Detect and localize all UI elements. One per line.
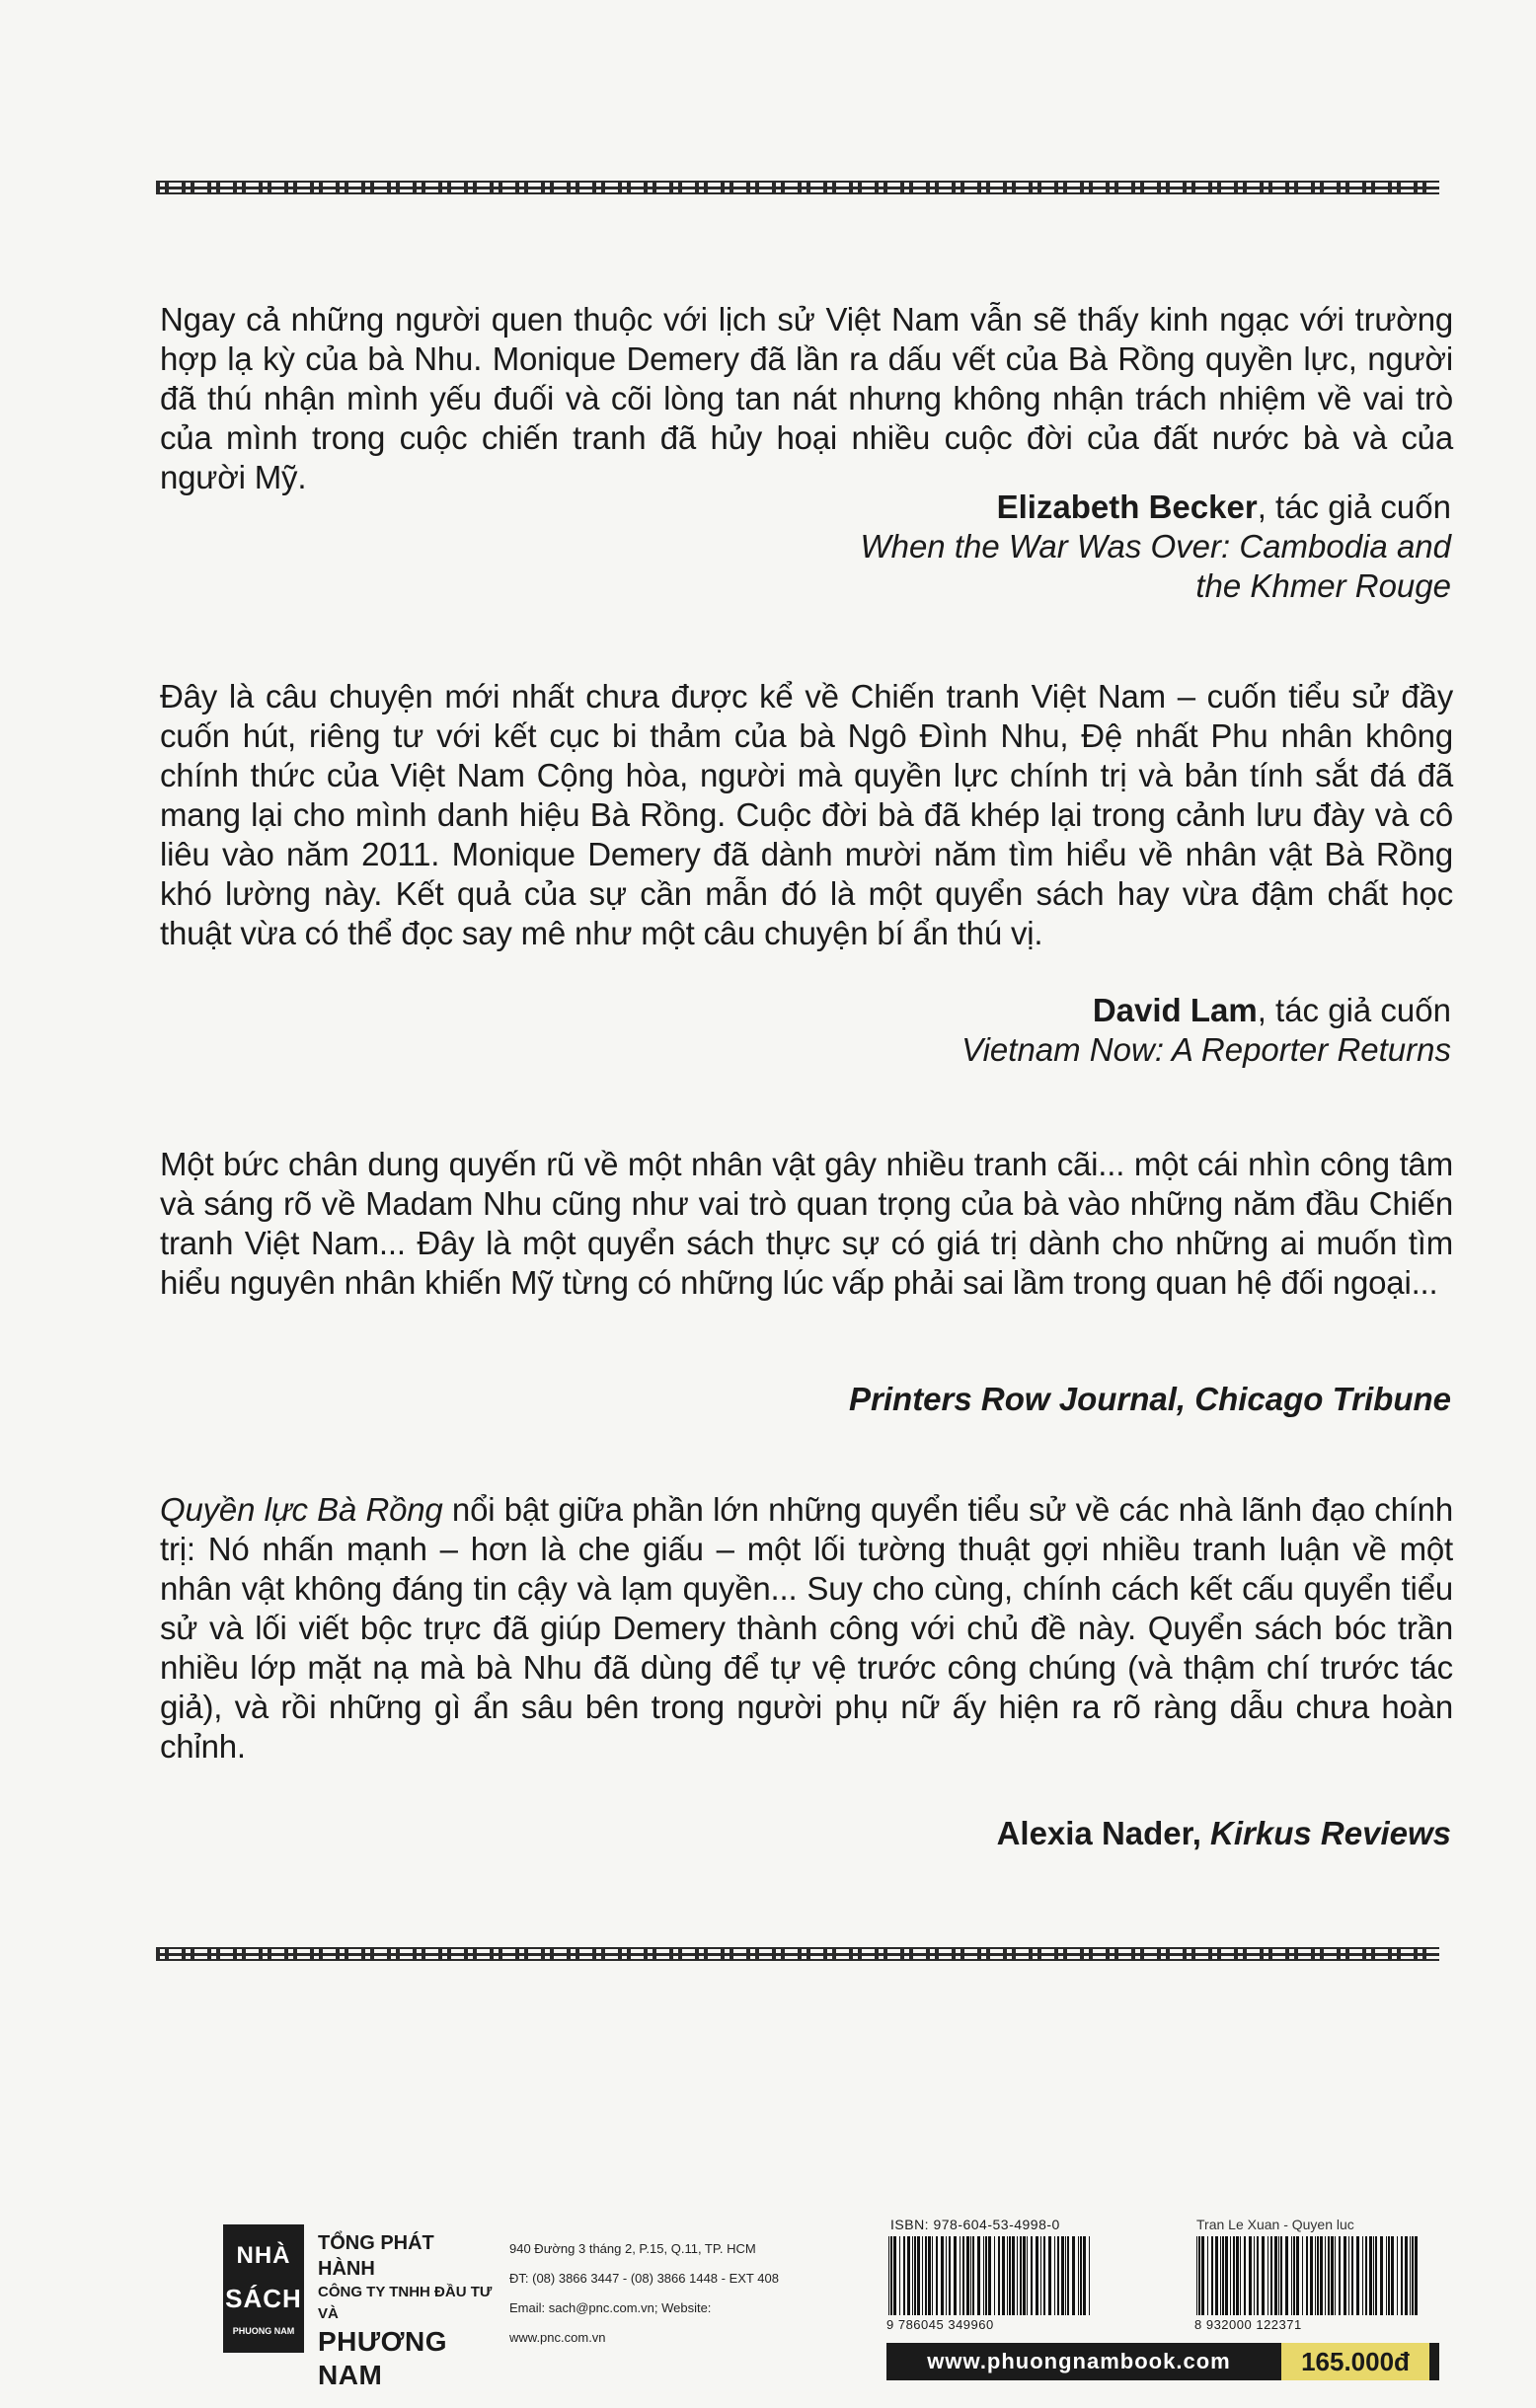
- barcode-bar: [1267, 2236, 1268, 2315]
- reviewer-role: , tác giả cuốn: [1257, 489, 1451, 525]
- barcode-bar: [1362, 2236, 1363, 2315]
- barcode-bar: [998, 2236, 1000, 2315]
- separator: ,: [1191, 1815, 1211, 1851]
- book-title-cont: the Khmer Rouge: [1195, 567, 1451, 604]
- barcode-bar: [1012, 2236, 1015, 2315]
- barcode-bar: [1257, 2236, 1259, 2315]
- barcode-bar: [1061, 2236, 1064, 2315]
- company-name: CÔNG TY TNHH ĐẦU TƯ VÀ: [318, 2284, 493, 2322]
- website-url: www.phuongnambook.com: [927, 2349, 1231, 2373]
- barcode-bar: [1369, 2236, 1372, 2315]
- barcode-bar: [1220, 2236, 1221, 2315]
- website-bar: [886, 2343, 1439, 2380]
- barcode-bar: [1302, 2236, 1303, 2315]
- barcode-bar: [1344, 2236, 1346, 2315]
- barcode-bar: [1017, 2236, 1018, 2315]
- barcode-bar: [1356, 2236, 1359, 2315]
- barcode-bar: [1043, 2236, 1045, 2315]
- review-attribution-2: [563, 991, 1451, 1070]
- barcode-bar: [1249, 2236, 1252, 2315]
- barcode-bar: [1023, 2236, 1026, 2315]
- barcode-bar: [1031, 2236, 1033, 2315]
- barcode-bar: [1036, 2236, 1038, 2315]
- barcode-bar: [1386, 2236, 1387, 2315]
- barcode-bar: [1270, 2236, 1272, 2315]
- barcode-bar: [1078, 2236, 1079, 2315]
- review-attribution-3: [563, 1380, 1451, 1419]
- barcode-bar: [946, 2236, 947, 2315]
- barcode-bar: [1027, 2236, 1028, 2315]
- book-title-inline: Quyền lực Bà Rồng: [160, 1491, 443, 1528]
- barcode-bar: [1002, 2236, 1005, 2315]
- barcode-bar: [1207, 2236, 1208, 2315]
- barcode-bar: [1057, 2236, 1059, 2315]
- barcode-bar: [1233, 2236, 1235, 2315]
- review-body: nổi bật giữa phần lớn những quyển tiểu sử về các nhà lãnh đạo chính trị: Nó nhấn mạnh – hơn là che giấu – một lối tường thuật gợi nhiều tranh luận về một nhân vật không đáng tin cậy và lạm quyền... Suy cho cùng, chính cách kết cấu quyển tiểu sử và lối viết bộc trực đã giúp Demery thành công với chủ đề này. Quyển sách bóc trần nhiều lớp mặt nạ mà bà Nhu đã dùng để tự vệ trước công chúng (và thậm chí trước tác giả), và rồi những gì ẩn sâu bên trong người phụ nữ ấy hiện ra rõ ràng dẫu chưa hoàn chỉnh.: [160, 1491, 1453, 1765]
- barcode-bar: [1315, 2236, 1316, 2315]
- publisher-contact: [509, 2234, 806, 2353]
- barcode-bar: [1048, 2236, 1051, 2315]
- reviewer-name: Alexia Nader: [996, 1815, 1192, 1851]
- distributor-name: [318, 2230, 496, 2392]
- reviewer-name: Elizabeth Becker: [996, 489, 1258, 525]
- reviewer-role: , tác giả cuốn: [1257, 992, 1451, 1028]
- barcode-bar: [1317, 2236, 1319, 2315]
- barcode-bar: [928, 2236, 931, 2315]
- review-text-3: Một bức chân dung quyến rũ về một nhân vật gây nhiều tranh cãi... một cái nhìn công tâm và sáng rõ về Madam Nhu cũng như vai trò quan trọng của bà vào những năm đầu Chiến tranh Việt Nam... Đây là một quyển sách thực sự có giá trị dành cho những ai muốn tìm hiểu nguyên nhân khiến Mỹ từng có những lúc vấp phải sai lầm trong quan hệ đối ngoại...: [160, 1146, 1453, 1301]
- isbn-barcode: [886, 2236, 1094, 2315]
- review-attribution-4: [563, 1814, 1451, 1853]
- barcode-bar: [1335, 2236, 1336, 2315]
- barcode-bar: [1388, 2236, 1390, 2315]
- book-credit: Tran Le Xuan - Quyen luc: [1196, 2217, 1354, 2232]
- barcode-bar: [1365, 2236, 1367, 2315]
- barcode-bar: [1244, 2236, 1246, 2315]
- barcode-bar: [1054, 2236, 1055, 2315]
- price-barcode-digits: 8 932000 122371: [1194, 2317, 1302, 2332]
- barcode-bar: [1230, 2236, 1231, 2315]
- decorative-border-top: [156, 178, 1439, 197]
- barcode-bar: [966, 2236, 969, 2315]
- barcode-bar: [912, 2236, 913, 2315]
- barcode-bar: [1296, 2236, 1299, 2315]
- barcode-bar: [1331, 2236, 1334, 2315]
- barcode-bar: [1401, 2236, 1403, 2315]
- barcode-bar: [890, 2236, 892, 2315]
- barcode-bar: [917, 2236, 920, 2315]
- barcode-bar: [1325, 2236, 1326, 2315]
- barcode-bar: [970, 2236, 971, 2315]
- barcode-bar: [983, 2236, 984, 2315]
- barcode-bar: [1293, 2236, 1295, 2315]
- barcode-bar: [1339, 2236, 1341, 2315]
- barcode-bar: [1375, 2236, 1377, 2315]
- barcode-bar: [1291, 2236, 1292, 2315]
- barcode-bar: [903, 2236, 905, 2315]
- logo-text: NHÀ: [236, 2242, 291, 2269]
- barcode-bar: [1196, 2236, 1197, 2315]
- logo-subtext: PHUONG NAM: [232, 2326, 295, 2336]
- barcode-bar: [1351, 2236, 1353, 2315]
- price-tag: 165.000đ: [1281, 2343, 1429, 2380]
- barcode-bar: [994, 2236, 995, 2315]
- barcode-bar: [914, 2236, 916, 2315]
- review-text-1: Ngay cả những người quen thuộc với lịch sử Việt Nam vẫn sẽ thấy kinh ngạc với trường hợp lạ kỳ của bà Nhu. Monique Demery đã lần ra dấu vết của Bà Rồng quyền lực, người đã thú nhận mình yếu đuối và cõi lòng tan nát nhưng không nhận trách nhiệm về vai trò của mình trong cuộc chiến tranh đã hủy hoại nhiều cuộc đời của đất nước bà và của người Mỹ.: [160, 301, 1453, 495]
- email-website: Email: sach@pnc.com.vn; Website: www.pnc.com.vn: [509, 2300, 712, 2345]
- barcode-bar: [932, 2236, 933, 2315]
- barcode-bar: [1198, 2236, 1200, 2315]
- barcode-bar: [949, 2236, 951, 2315]
- barcode-bar: [1405, 2236, 1408, 2315]
- publisher-footer: [223, 2215, 1437, 2388]
- barcode-bar: [1412, 2236, 1414, 2315]
- review-attribution-1: [563, 488, 1451, 606]
- barcode-bar: [1320, 2236, 1323, 2315]
- barcode-bar: [941, 2236, 944, 2315]
- barcode-bar: [1236, 2236, 1239, 2315]
- barcode-bar: [1310, 2236, 1313, 2315]
- reviewer-name: David Lam: [1092, 992, 1258, 1028]
- barcode-bar: [922, 2236, 923, 2315]
- barcode-bar: [1009, 2236, 1011, 2315]
- barcode-bar: [1067, 2236, 1069, 2315]
- barcode-bar: [962, 2236, 964, 2315]
- barcode-bar: [888, 2236, 889, 2315]
- barcode-bar: [1083, 2236, 1086, 2315]
- barcode-bar: [1348, 2236, 1349, 2315]
- barcode-bar: [1274, 2236, 1277, 2315]
- barcode-bar: [977, 2236, 980, 2315]
- barcode-bar: [1222, 2236, 1224, 2315]
- barcode-bar: [1285, 2236, 1288, 2315]
- barcode-bar: [1020, 2236, 1022, 2315]
- barcode-bar: [1201, 2236, 1204, 2315]
- barcode-bar: [1306, 2236, 1308, 2315]
- barcode-bar: [907, 2236, 910, 2315]
- barcode-bar: [972, 2236, 974, 2315]
- isbn-label: ISBN: 978-604-53-4998-0: [890, 2217, 1060, 2232]
- barcode-bar: [1373, 2236, 1374, 2315]
- barcode-bar: [1262, 2236, 1265, 2315]
- company-brand: PHƯƠNG NAM: [318, 2326, 448, 2390]
- isbn-barcode-digits: 9 786045 349960: [886, 2317, 994, 2332]
- logo-text: SÁCH: [225, 2284, 302, 2313]
- barcode-bar: [1080, 2236, 1082, 2315]
- barcode-bar: [1391, 2236, 1394, 2315]
- book-title: Vietnam Now: A Reporter Returns: [961, 1031, 1451, 1068]
- barcode-bar: [1225, 2236, 1228, 2315]
- book-title: When the War Was Over: Cambodia and: [860, 528, 1451, 564]
- publication-name: Kirkus Reviews: [1210, 1815, 1451, 1851]
- barcode-bar: [985, 2236, 987, 2315]
- barcode-bar: [925, 2236, 927, 2315]
- barcode-bar: [1065, 2236, 1066, 2315]
- distributor-label: TỔNG PHÁT HÀNH: [318, 2232, 434, 2280]
- barcode-bar: [1328, 2236, 1330, 2315]
- barcode-bar: [1380, 2236, 1383, 2315]
- publisher-logo: [223, 2224, 304, 2353]
- barcode-bar: [1410, 2236, 1411, 2315]
- barcode-bar: [1007, 2236, 1008, 2315]
- barcode-bar: [936, 2236, 938, 2315]
- phone: ĐT: (08) 3866 3447 - (08) 3866 1448 - EXT 408: [509, 2271, 779, 2286]
- review-source: Printers Row Journal, Chicago Tribune: [849, 1381, 1451, 1417]
- barcode-bar: [988, 2236, 991, 2315]
- barcode-bar: [1040, 2236, 1041, 2315]
- barcode-bar: [1240, 2236, 1241, 2315]
- review-text-4: [160, 1490, 1453, 1767]
- barcode-bar: [1397, 2236, 1398, 2315]
- barcode-bar: [1072, 2236, 1075, 2315]
- barcode-bar: [893, 2236, 896, 2315]
- barcode-bar: [1278, 2236, 1279, 2315]
- address: 940 Đường 3 tháng 2, P.15, Q.11, TP. HCM: [509, 2241, 756, 2256]
- review-text-2: Đây là câu chuyện mới nhất chưa được kể về Chiến tranh Việt Nam – cuốn tiểu sử đầy cuốn hút, riêng tư với kết cục bi thảm của bà Ngô Đình Nhu, Đệ nhất Phu nhân không chính thức của Việt Nam Cộng hòa, người mà quyền lực chính trị và bản tính sắt đá đã mang lại cho mình danh hiệu Bà Rồng. Cuộc đời bà đã khép lại trong cảnh lưu đày và cô liêu vào năm 2011. Monique Demery đã dành mười năm tìm hiểu về nhân vật Bà Rồng khó lường này. Kết quả của sự cần mẫn đó là một quyển sách hay vừa đậm chất học thuật vừa có thể đọc say mê như một câu chuyện bí ẩn thú vị.: [160, 678, 1453, 951]
- price-barcode: [1194, 2236, 1421, 2315]
- barcode-bar: [1215, 2236, 1218, 2315]
- barcode-bar: [899, 2236, 900, 2315]
- barcode-bar: [1280, 2236, 1282, 2315]
- barcode-bar: [1254, 2236, 1255, 2315]
- barcode-bar: [954, 2236, 957, 2315]
- decorative-border-bottom: [156, 1944, 1439, 1964]
- barcode-bar: [1089, 2236, 1090, 2315]
- barcode-bar: [1415, 2236, 1418, 2315]
- barcode-bar: [1211, 2236, 1213, 2315]
